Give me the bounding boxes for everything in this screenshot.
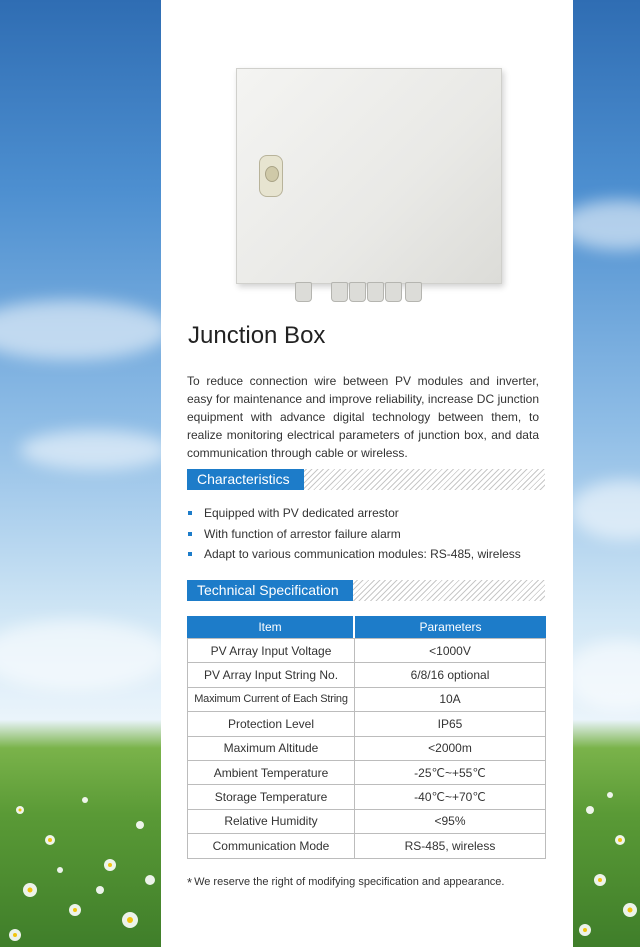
table-cell-item: Protection Level <box>187 712 355 736</box>
table-cell-item: Storage Temperature <box>187 785 355 809</box>
table-cell-item: Relative Humidity <box>187 810 355 834</box>
cloud <box>570 480 640 540</box>
cable-glands <box>295 282 465 302</box>
cloud <box>0 300 170 360</box>
door-lock-icon <box>259 155 283 197</box>
characteristics-section-header <box>187 469 545 490</box>
table-row <box>187 688 546 712</box>
characteristics-list <box>187 503 547 565</box>
table-cell-item: PV Array Input Voltage <box>187 638 355 663</box>
list-item-text: Adapt to various communication modules: RS-485, wireless <box>204 547 521 561</box>
cable-gland <box>367 282 384 302</box>
table-cell-value: 6/8/16 optional <box>355 663 546 687</box>
table-row <box>187 761 546 785</box>
table-cell-value: RS-485, wireless <box>355 834 546 858</box>
column-header-item: Item <box>187 616 355 638</box>
cable-gland <box>349 282 366 302</box>
list-item <box>187 524 547 545</box>
table-row <box>187 834 546 858</box>
table-row <box>187 638 546 663</box>
junction-box-product-image <box>236 68 502 284</box>
table-row <box>187 810 546 834</box>
table-row <box>187 785 546 809</box>
technical-specification-heading: Technical Specification <box>187 580 353 601</box>
cable-gland <box>385 282 402 302</box>
table-cell-item: Communication Mode <box>187 834 355 858</box>
table-cell-item: Maximum Altitude <box>187 737 355 761</box>
characteristics-heading: Characteristics <box>187 469 304 490</box>
cable-gland <box>295 282 312 302</box>
list-item <box>187 544 547 565</box>
specification-table <box>187 616 546 859</box>
table-row <box>187 663 546 687</box>
cable-gland <box>405 282 422 302</box>
table-cell-value: -25℃~+55℃ <box>355 761 546 785</box>
footnote-text: We reserve the right of modifying specification and appearance. <box>194 876 505 888</box>
table-cell-value: 10A <box>355 688 546 712</box>
table-row <box>187 737 546 761</box>
cable-gland <box>331 282 348 302</box>
table-cell-value: IP65 <box>355 712 546 736</box>
cloud <box>565 640 640 710</box>
table-row <box>187 712 546 736</box>
asterisk-mark: * <box>187 875 193 890</box>
list-item <box>187 503 547 524</box>
technical-specification-section-header <box>187 580 545 601</box>
table-cell-item: PV Array Input String No. <box>187 663 355 687</box>
table-cell-item: Ambient Temperature <box>187 761 355 785</box>
cloud <box>20 430 170 470</box>
table-cell-item: Maximum Current of Each String <box>187 688 355 712</box>
table-cell-value: -40℃~+70℃ <box>355 785 546 809</box>
column-header-parameters: Parameters <box>355 616 546 638</box>
table-cell-value: <1000V <box>355 638 546 663</box>
table-header-row <box>187 616 546 638</box>
list-item-text: With function of arrestor failure alarm <box>204 526 401 541</box>
list-item-text: Equipped with PV dedicated arrestor <box>204 506 399 520</box>
footnote <box>187 875 504 890</box>
cloud <box>0 620 170 690</box>
content-panel <box>161 0 573 947</box>
table-cell-value: <95% <box>355 810 546 834</box>
product-description: To reduce connection wire between PV modules and inverter, easy for maintenance and improve reliability, increase DC junction equipment with advance digital technology between them, to realize monitoring electrical parameters of junction box, and data communication through cable or wireless. <box>187 374 539 460</box>
product-title: Junction Box <box>188 322 326 349</box>
bullet-icon <box>188 511 192 515</box>
bullet-icon <box>188 552 192 556</box>
bullet-icon <box>188 532 192 536</box>
table-cell-value: <2000m <box>355 737 546 761</box>
